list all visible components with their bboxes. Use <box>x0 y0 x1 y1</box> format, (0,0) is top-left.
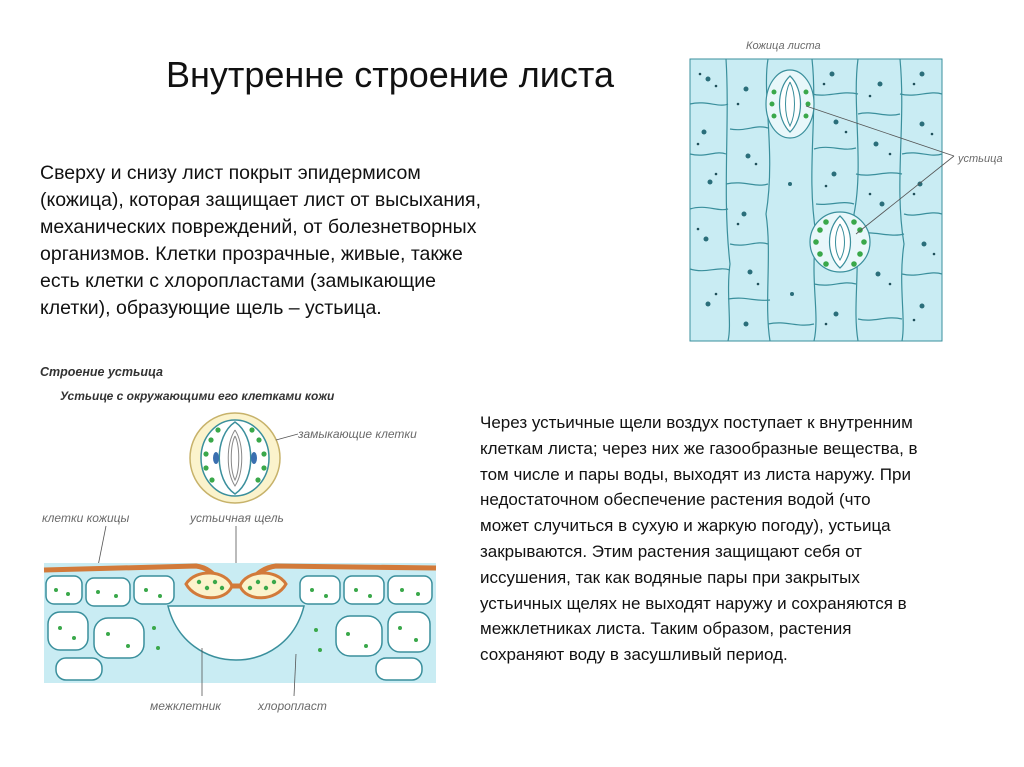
page-title: Внутренне строение листа <box>166 54 614 95</box>
stoma-heading: Строение устьица <box>40 365 163 379</box>
stoma-top-view <box>190 413 280 503</box>
leaf-skin-figure <box>686 34 1022 342</box>
skin-background <box>690 59 942 341</box>
intro-paragraph <box>40 160 580 322</box>
chloroplast-label: хлоропласт <box>258 699 327 713</box>
body-line: устьичных щелях не выходят наружу и сохраняются в <box>480 593 907 613</box>
stoma-structure-figure <box>36 358 442 720</box>
intro-line: механических повреждений, от болезнетворных <box>40 216 477 238</box>
slit-label: устьичная щель <box>190 511 284 525</box>
stomata-label: устьица <box>958 153 1003 165</box>
body-line: межклетниках листа. Таким образом, растения <box>480 619 852 639</box>
skin-caption: Кожица листа <box>746 40 821 52</box>
stoma-lower <box>810 212 870 272</box>
intro-line: Сверху и снизу лист покрыт эпидермисом <box>40 162 421 184</box>
intro-line: (кожица), которая защищает лист от высыхания, <box>40 189 481 211</box>
intro-line: клетки), образующие щель – устьица. <box>40 297 382 319</box>
cross-section <box>44 563 436 683</box>
body-line: недостаточном обеспечение растения водой (что <box>480 490 871 510</box>
body-line: иссушения, так как водяные пары при закрытых <box>480 567 860 587</box>
intro-line: организмов. Клетки прозрачные, живые, также <box>40 243 463 265</box>
body-line: сохраняют воду в засушливый период. <box>480 645 788 665</box>
guard-cells-label: замыкающие клетки <box>298 427 417 441</box>
stoma-subheading: Устьице с окружающими его клетками кожи <box>60 389 335 403</box>
body-line: закрываются. Этим растения защищают себя от <box>480 541 862 561</box>
stoma-upper <box>766 70 814 138</box>
stomata-paragraph <box>480 410 1020 668</box>
skin-cells-label: клетки кожицы <box>42 511 130 525</box>
body-line: клеткам листа; через них же газообразные вещества, в <box>480 438 918 458</box>
body-line: Через устьичные щели воздух поступает к внутренним <box>480 413 913 432</box>
guard-pointer <box>276 434 298 440</box>
body-line: том числе и пары воды, выходят из листа наружу. При <box>480 464 911 484</box>
intro-line: есть клетки с хлоропластами (замыкающие <box>40 270 436 292</box>
body-line: может случиться в сухую и жаркую погоду), устьица <box>480 516 891 536</box>
intercellular-label: межклетник <box>150 699 221 713</box>
skin-cells-pointer <box>98 526 106 566</box>
